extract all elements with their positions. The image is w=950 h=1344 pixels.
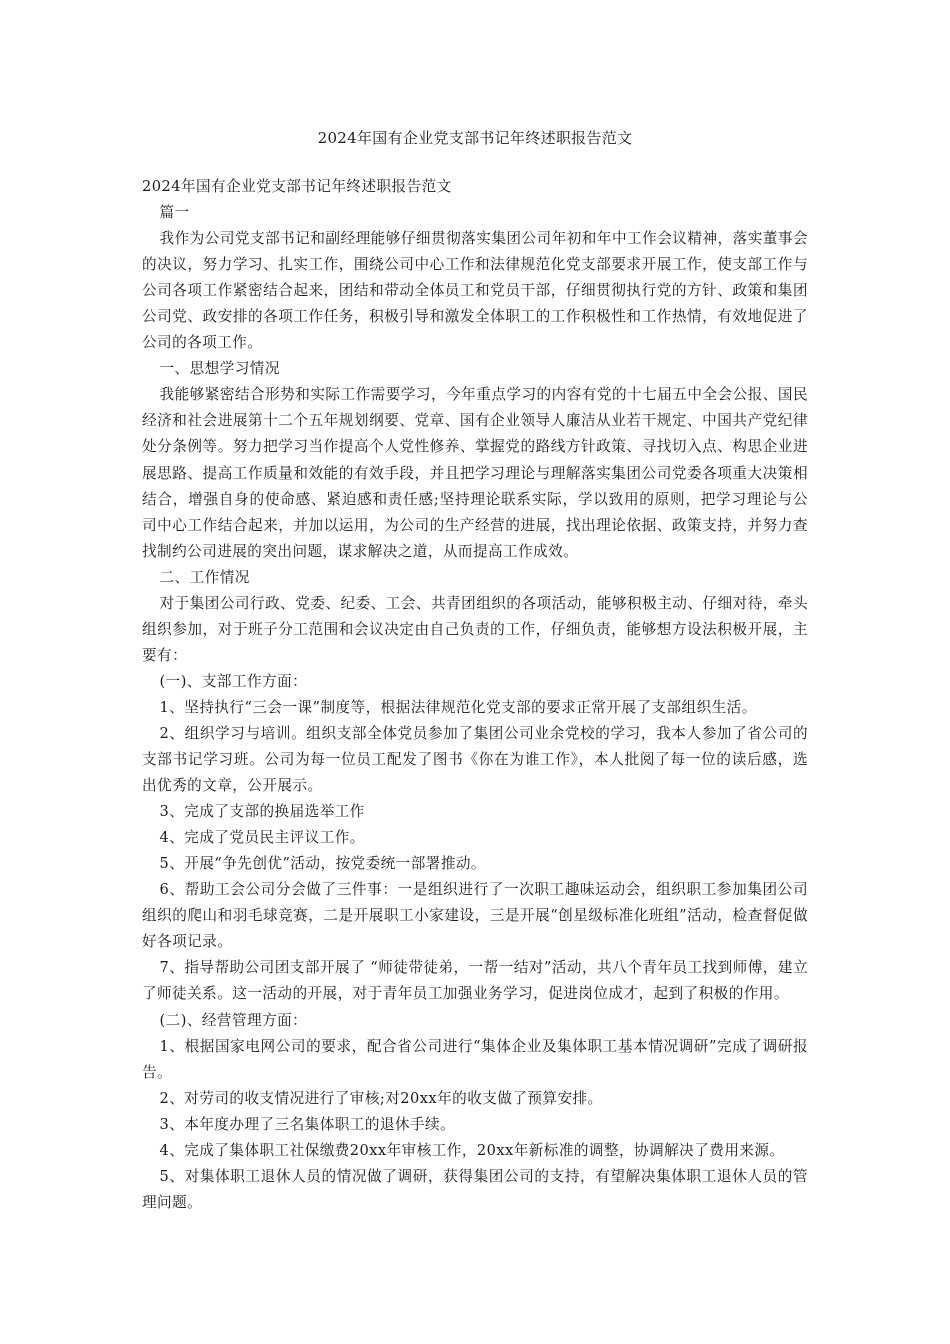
list-item: 3、本年度办理了三名集体职工的退休手续。 — [159, 1115, 456, 1133]
subsection-heading: (一)、支部工作方面： — [159, 672, 308, 690]
paragraph: 我作为公司党支部书记和副经理能够仔细贯彻落实集团公司年初和年中工作会议精神，落实董事会的决议，努力学习、扎实工作，围绕公司中心工作和法律规范化党支部要求开展工作，使支部工作与公司各项工作紧密结合起来，团结和带动全体员工和党员干部，仔细贯彻执行党的方针、政策和集团公司党、政安排的各项工作任务，积极引导和激发全体职工的工作积极性和工作热情，有效地促进了公司的各项工作。 — [142, 230, 808, 352]
list-item: 7、指导帮助公司团支部开展了 “师徒带徒弟，一帮一结对”活动，共八个青年员工找到师傅，建立了师徒关系。这一活动的开展，对于青年员工加强业务学习，促进岗位成才，起到了积极的作用。 — [142, 959, 808, 1003]
list-item: 2、对劳司的收支情况进行了审核;对20xx年的收支做了预算安排。 — [159, 1089, 603, 1107]
document-body — [142, 174, 808, 1216]
paragraph: 对于集团公司行政、党委、纪委、工会、共青团组织的各项活动，能够积极主动、仔细对待，牵头组织参加，对于班子分工范围和会议决定由自己负责的工作，仔细负责，能够想方设法积极开展，主要有： — [142, 594, 808, 664]
list-item: 4、完成了党员民主评议工作。 — [159, 829, 365, 847]
list-item: 1、根据国家电网公司的要求，配合省公司进行“集体企业及集体职工基本情况调研”完成了调研报告。 — [142, 1037, 808, 1081]
list-item: 3、完成了支部的换届选举工作 — [159, 803, 365, 821]
list-item: 4、完成了集体职工社保缴费20xx年审核工作，20xx年新标准的调整，协调解决了费用来源。 — [159, 1141, 785, 1159]
list-item: 2、组织学习与培训。组织支部全体党员参加了集团公司业余党校的学习，我本人参加了省公司的支部书记学习班。公司为每一位员工配发了图书《你在为谁工作》，本人批阅了每一位的读后感，选出优秀的文章，公开展示。 — [142, 724, 808, 795]
page-title: 2024年国有企业党支部书记年终述职报告范文 — [317, 129, 633, 147]
section-heading: 二、工作情况 — [159, 568, 250, 586]
document-subtitle: 2024年国有企业党支部书记年终述职报告范文 — [142, 178, 452, 195]
list-item: 5、开展“争先创优”活动，按党委统一部署推动。 — [159, 855, 486, 873]
list-item: 5、对集体职工退休人员的情况做了调研，获得集团公司的支持，有望解决集体职工退休人员的管理问题。 — [142, 1167, 808, 1211]
paragraph: 我能够紧密结合形势和实际工作需要学习，今年重点学习的内容有党的十七届五中全会公报、国民经济和社会进展第十二个五年规划纲要、党章、国有企业领导人廉洁从业若干规定、中国共产党纪律处分条例等。努力把学习当作提高个人党性修养、掌握党的路线方针政策、寻找切入点、构思企业进展思路、提高工作质量和效能的有效手段，并且把学习理论与理解落实集团公司党委各项重大决策相结合，增强自身的使命感、紧迫感和责任感;坚持理论联系实际，学以致用的原则，把学习理论与公司中心工作结合起来，并加以运用，为公司的生产经营的进展，找出理论依据、政策支持，并努力查找制约公司进展的突出问题，谋求解决之道，从而提高工作成效。 — [142, 386, 808, 560]
subsection-heading: (二)、经营管理方面： — [159, 1011, 308, 1029]
section-label: 篇一 — [159, 204, 190, 222]
section-heading: 一、思想学习情况 — [159, 360, 280, 378]
list-item: 6、帮助工会公司分会做了三件事：一是组织进行了一次职工趣味运动会，组织职工参加集团公司组织的爬山和羽毛球竞赛，二是开展职工小家建设，三是开展“创星级标准化班组”活动，检查督促做好各项记录。 — [142, 881, 808, 951]
list-item: 1、坚持执行“三会一课”制度等，根据法律规范化党支部的要求正常开展了支部组织生活。 — [159, 698, 757, 716]
